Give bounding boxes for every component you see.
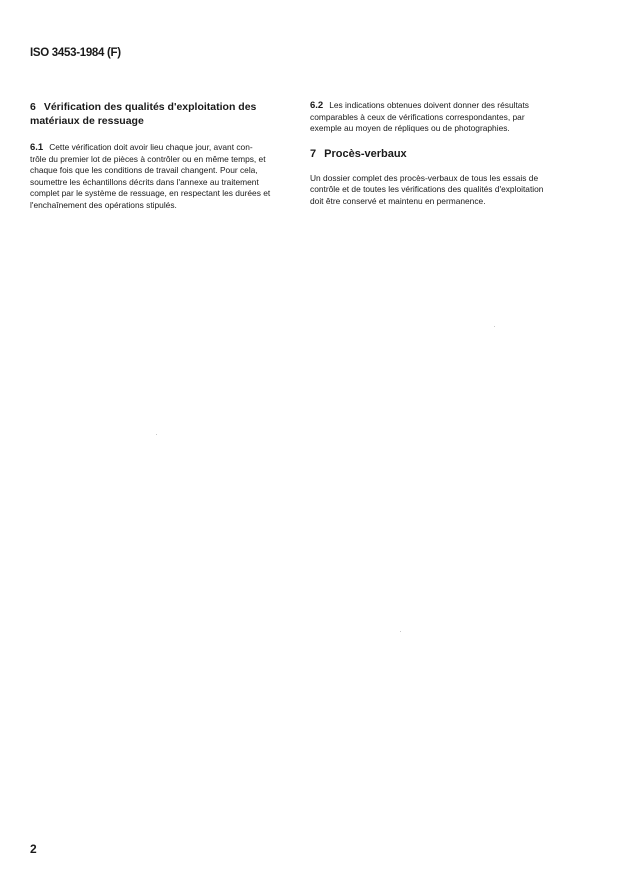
section-6-title-line2: matériaux de ressuage [30,115,144,127]
section-6-title-line1: Vérification des qualités d'exploitation des [43,101,257,113]
paragraph-6-1-number: 6.1 [30,142,44,153]
section-6-number: 6 [30,101,36,113]
scan-speck [400,631,401,632]
paragraph-6-1-line: Cette vérification doit avoir lieu chaque jour, avant con- [49,142,253,152]
paragraph-7 [310,173,564,208]
scan-speck [494,326,495,327]
paragraph-6-2-line: Les indications obtenues doivent donner des résultats [329,100,529,110]
scan-speck [156,434,157,435]
document-id-header: ISO 3453-1984 (F) [30,47,121,59]
paragraph-6-1-line: soumettre les échantillons décrits dans l'annexe au traitement [30,176,259,187]
paragraph-7-line: contrôle et de toutes les vérifications des qualités d'exploitation [310,184,544,195]
paragraph-6-2-line: exemple au moyen de répliques ou de photographies. [310,123,510,134]
paragraph-6-2-number: 6.2 [310,100,324,111]
section-7-heading [310,147,564,161]
left-column [30,100,288,212]
section-7-title: Procès-verbaux [324,147,407,160]
paragraph-6-1-line: l'enchaînement des opérations stipulés. [30,199,177,210]
paragraph-7-line: doit être conservé et maintenu en permanence. [310,195,486,206]
page-number: 2 [30,842,37,856]
section-6-heading [30,100,288,128]
right-column [310,100,564,208]
section-7-number: 7 [310,147,317,160]
paragraph-6-2-line: comparables à ceux de vérifications correspondantes, par [310,111,525,122]
paragraph-6-1-line: complet par le système de ressuage, en respectant les durées et [30,188,271,199]
paragraph-6-1-line: trôle du premier lot de pièces à contrôler ou en même temps, et [30,153,266,164]
paragraph-7-line: Un dossier complet des procès-verbaux de tous les essais de [310,172,539,183]
paragraph-6-2 [310,100,564,135]
paragraph-6-1-line: chaque fois que les conditions de travail changent. Pour cela, [30,165,258,176]
paragraph-6-1 [30,142,288,212]
